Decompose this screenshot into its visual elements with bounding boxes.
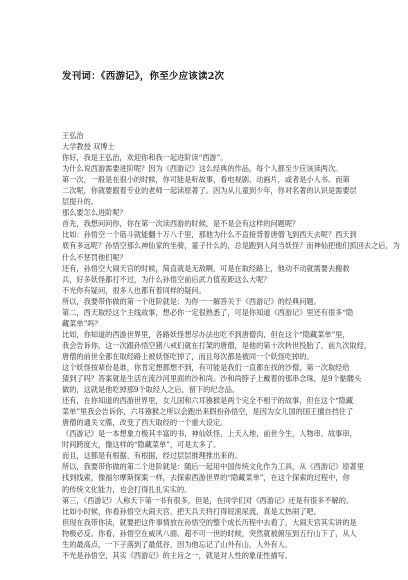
body-line: 猜到了吗？答案就是生活在流沙河里面的沙和尚。沙和尚脖子上戴着的那串念珠，是9个骷髅头 [62, 374, 362, 384]
body-line: 这个妖怪按辈份是谁，你肯定想都想不到，有可能是我们一直都在找的沙僧，第一次取经给 [62, 362, 350, 372]
body-line: 第一次，一般是在很小的时候，你可能是听故事，看电视剧、动画片，或者是小人书。而第 [62, 175, 350, 185]
body-line: 你好，我是王弘治，欢迎你和我一起进阶读“西游”。 [62, 153, 228, 163]
body-line: 兵，好多妖怪都打不过，为什么孙悟空前后武力值差距这么大呢？ [62, 274, 271, 284]
document-body [62, 130, 400, 561]
body-line: 层提升的。 [62, 197, 98, 207]
body-line: 什么不惩罚他们呢？ [62, 252, 127, 262]
body-line: 不光你有疑问，很多人也都有着同样的疑问。 [62, 285, 206, 295]
body-line: 第二，西天取经这个主线故事，想必你一定很熟悉了，可是你知道《西游记》里还有很多“隐 [62, 307, 354, 317]
body-line: 物极必反。你看，孙悟空在威风八面、超不可一世的时候，突然就被俯压到五行山下了，从人 [62, 528, 357, 538]
body-line: 所以，我要带你做的第一个进阶就是：为你一一解答关于《西游记》的经典问题。 [62, 296, 321, 306]
body-line: 菜单”里我会告诉你，六耳猕猴之所以会跑出来假扮孙悟空，是因为女儿国的国王擅自挡住了 [62, 407, 354, 417]
body-line: 不光是孙悟空，其实《西游记》的主旨之一，就是对人性的象征性描写。 [62, 550, 293, 560]
body-line: 比如，你知道的西游世界里，各路妖怪想尽办法也吃不到唐僧肉，但在这个“隐藏菜单”里， [62, 329, 350, 339]
body-line: 唐僧的前世全都在取经路上被妖怪吃掉了，而且每次都是被同一个妖怪吃掉的。 [62, 351, 314, 361]
body-line: 还有，孙悟空大闹天宫的时候，简直就是无敌啊，可是在取经路上，他动不动就需要去搬救 [62, 263, 350, 273]
document-headline: 发刊词：《西游记》，你至少应该读2次 [62, 71, 225, 82]
body-line: 时间跨度大，像这样的“隐藏菜单”，可是太多了。 [62, 440, 221, 450]
body-line: 那么要怎么进阶呢？ [62, 208, 127, 218]
author-name: 王弘治 [62, 131, 84, 140]
body-lines [62, 152, 400, 561]
body-line: 而且，这都是有根据、有根据，经过层层推理推出来的。 [62, 451, 242, 461]
body-line: 找到线索，像福尔摩斯探案一样，去探索西游世界的“隐藏菜单”，在这个探索的过程中，你 [62, 473, 350, 483]
body-line: 还有，在你知道的西游世界里，女儿国和六耳猕猴是两个完全不相干的故事，但在这个“隐藏 [62, 396, 354, 406]
body-line: 但现在我带你读，就要把这件事情放在孙悟空的整个成长历程中去看了，大闹天宫其实讲的是 [62, 517, 357, 527]
body-line: 生的最高点，一下子落到了最低谷，因为他忘记了山外有山，人外有人。 [62, 539, 293, 549]
body-line: 做的，这就是他吃掉那9个取经人之后，留下的纪念品。 [62, 385, 240, 395]
body-line: 第三，《西游记》人称天下第一书有很多，但是，在同学们对《西游记》还是有很多不解的。 [62, 495, 354, 505]
body-line: 藏菜单”吗？ [62, 318, 102, 328]
body-line: 首先，我想问问你，你在第一次读西游的时候，是不是会有这样的问题呢？ [62, 219, 300, 229]
body-line: 为什么说西游需要进阶呢？因为《西游记》这么经典的作品，每个人都至少应该读两次。 [62, 164, 343, 174]
body-line: 《西游记》是一本想象力极其丰富的书，神仙妖怪，上天入地，前世今生，人物串，故事串， [62, 429, 357, 439]
body-line: 比如：孙悟空一个筋斗就能翻十万八千里，那他为什么不直接背着唐僧飞到西天去呢？西天到 [62, 230, 357, 240]
author-title: 大学教授 双博士 [62, 142, 115, 152]
body-line: 的传统文化能力，也会打得扎扎实实的。 [62, 484, 192, 494]
body-line: 二次呢，你就要跟着专业的老师一起读原著了。因为从儿童到少年，你对名著的认识是需要层 [62, 186, 357, 196]
body-line: 底有多远呢？孙悟空那么神仙家的坐骑，童子什么的，总是跑到人间当妖怪？而神仙把他们抓回去之后，为 [62, 241, 400, 251]
body-line: 唐僧的通关文牒，改变了西天取经的一个重大设定。 [62, 418, 228, 428]
body-line: 比如小时候，你看孙悟空大闹天宫，把天兵天将打得屁滚尿流，真是太热闹了吧。 [62, 506, 321, 516]
body-line: 所以，我要带你做的第二个进阶就是：随后一起用中国传统文化作为工具，从《西游记》原著里 [62, 462, 364, 472]
body-line: 我会告诉你，这一次跟孙悟空猪八戒们就在打架的唐僧，是他的第十次转世投胎了，前九次取经， [62, 340, 372, 350]
